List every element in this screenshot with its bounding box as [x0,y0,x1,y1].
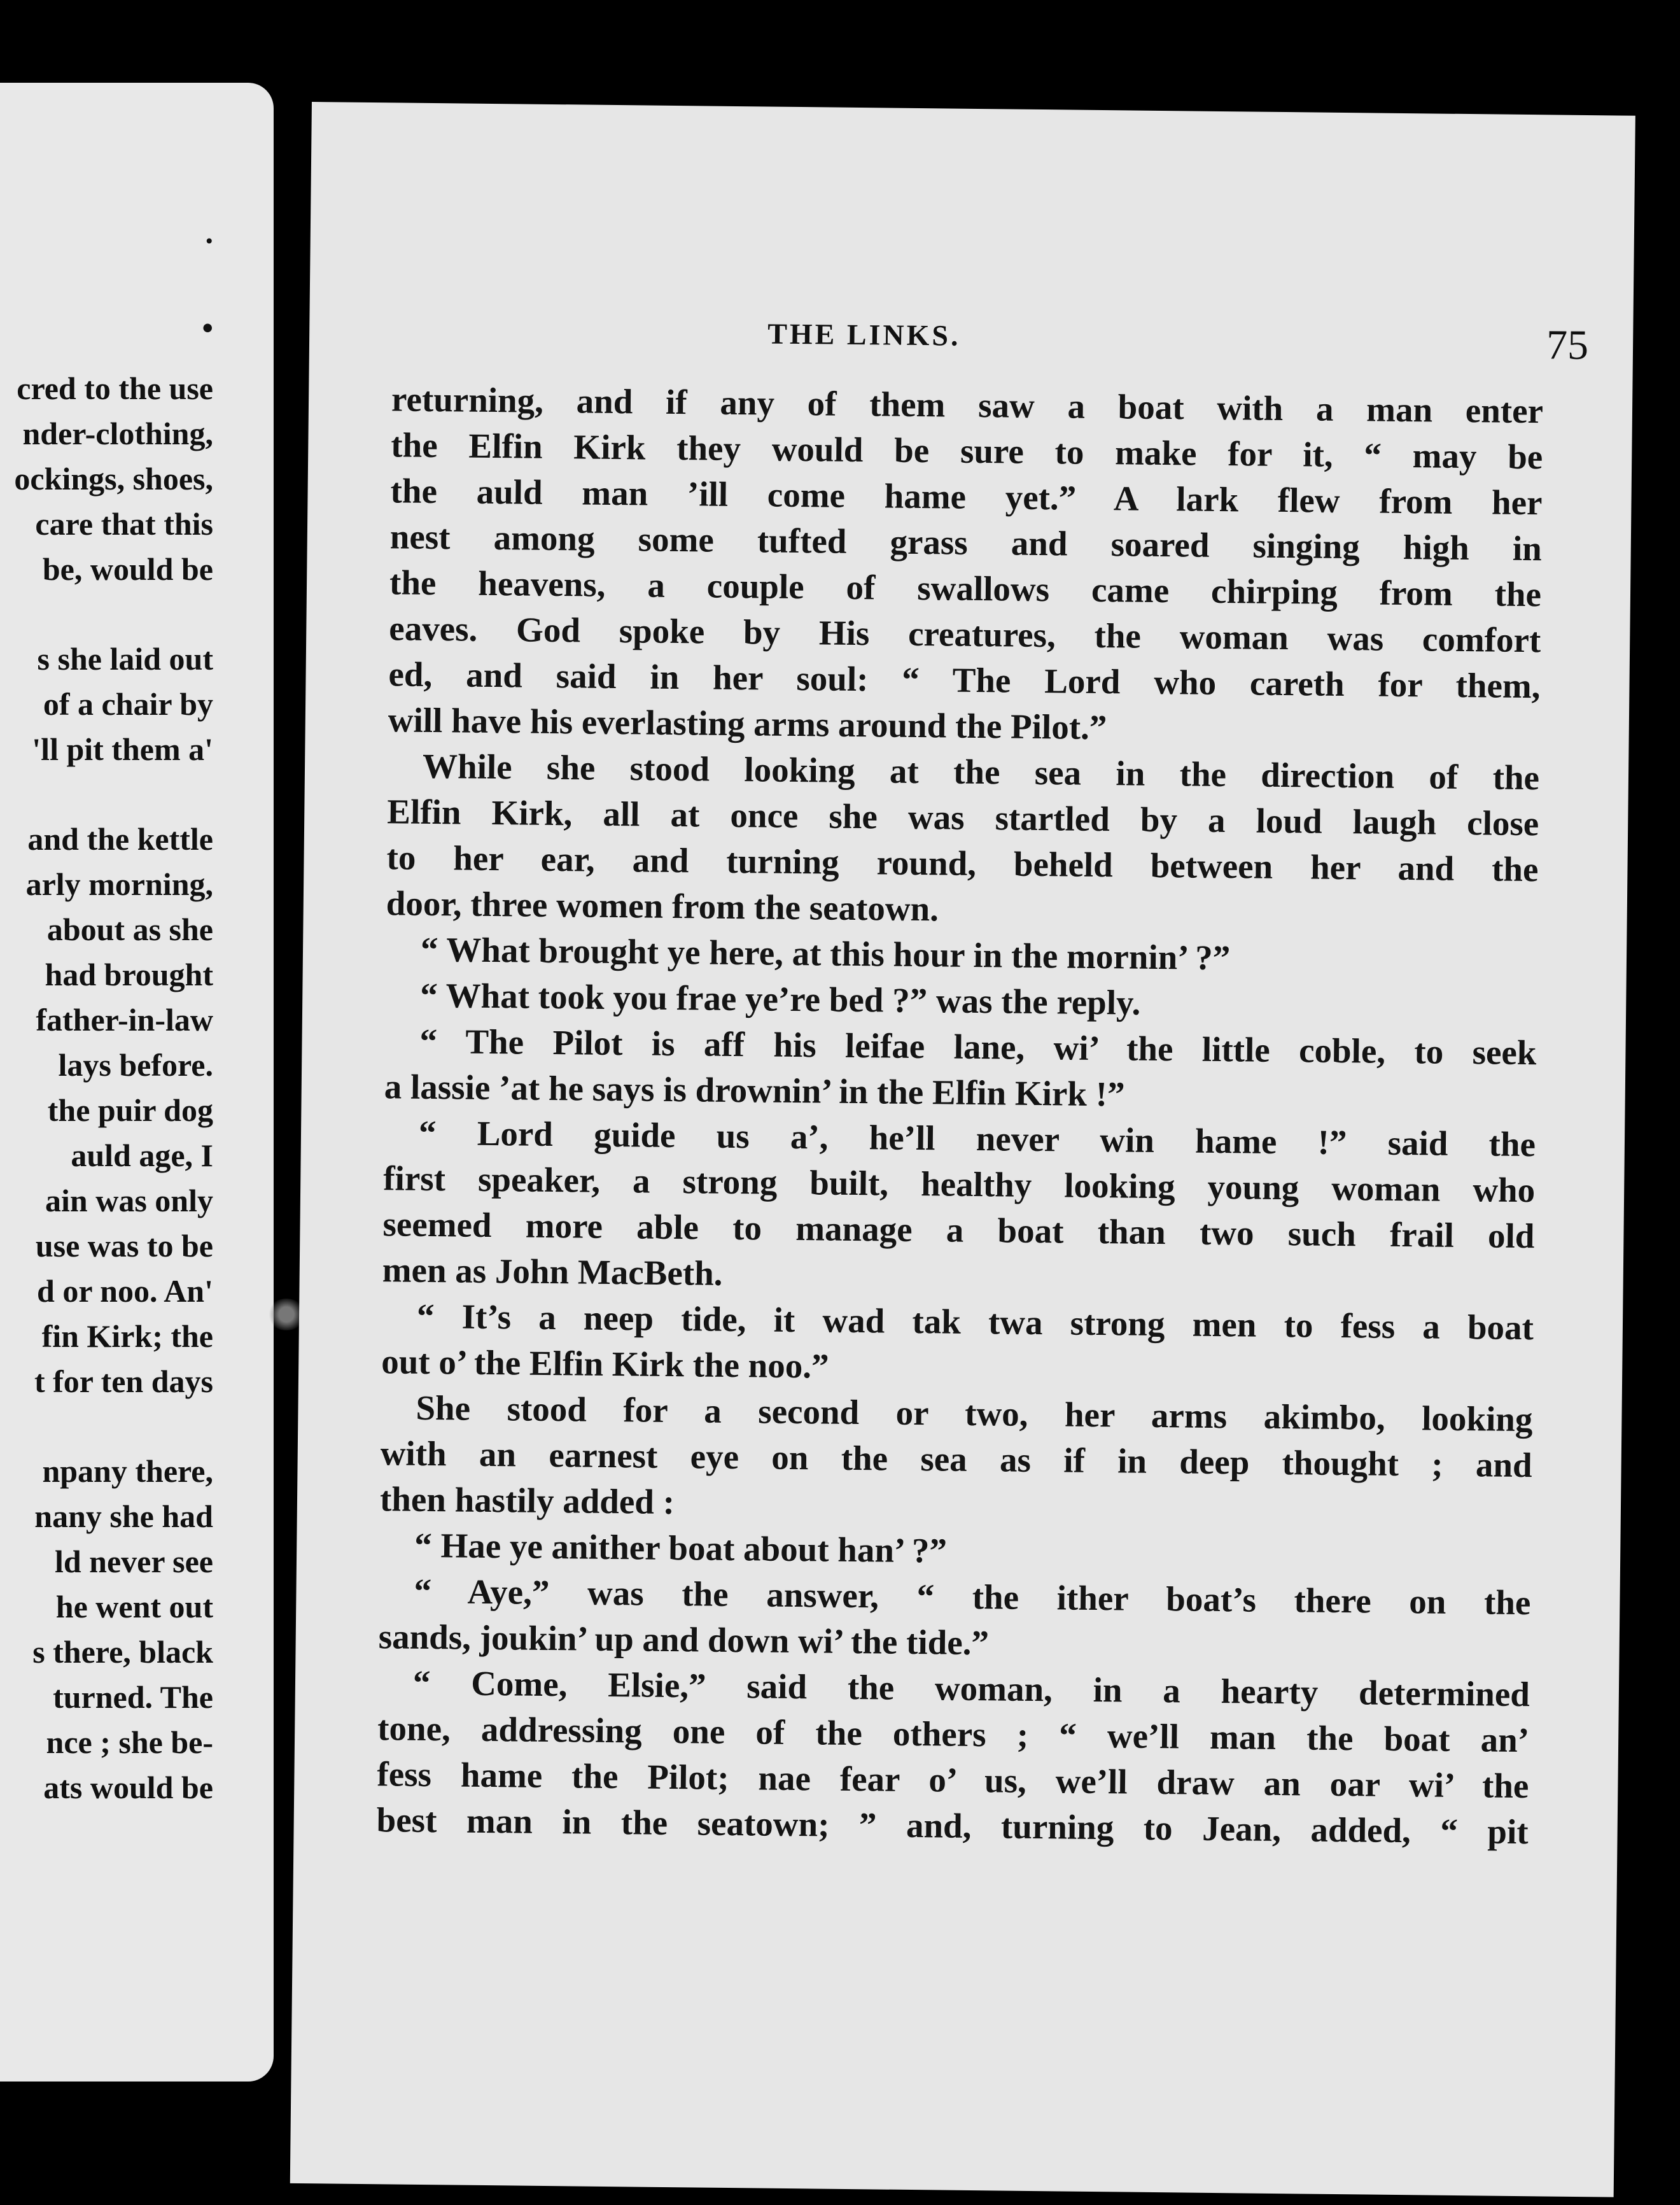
text-line: with an earnest eye on the sea as if in deep thought ; and [380,1434,1532,1485]
left-fragment: father-in-law [36,1002,213,1038]
left-fragment: s she laid out [37,641,213,677]
text-line: out o’ the Elfin Kirk the noo.” [381,1342,829,1386]
left-fragment: ain was only [45,1183,213,1218]
left-fragment: and the kettle [27,821,213,857]
left-fragment: care that this [35,506,213,542]
left-fragment: of a chair by [43,686,213,722]
text-line: the Elfin Kirk they would be sure to make for it, “ may be [391,425,1543,477]
text-line: door, three women from the seatown. [386,884,939,929]
left-fragment: cred to the use [17,370,213,406]
text-line: best man in the seatown; ” and, turning to Jean, added, “ pit [376,1800,1529,1852]
left-fragment: t for ten days [34,1363,213,1399]
text-line: to her ear, and turning round, beheld between her and the [386,838,1539,889]
left-fragment: lays before. [58,1047,213,1083]
text-line: “ Lord guide us a’, he’ll never win hame !” said the [418,1113,1536,1164]
left-fragment: the puir dog [47,1092,213,1128]
right-page [290,102,1635,2197]
left-fragment: use was to be [35,1228,213,1264]
text-line: While she stood looking at the sea in the direction of the [422,746,1540,798]
text-line: fess hame the Pilot; nae fear o’ us, we’ll draw an oar wi’ the [377,1754,1529,1806]
text-line: “ Hae ye anither boat about han’ ?” [414,1525,948,1570]
left-page [0,83,274,2082]
text-line: “ Aye,” was the answer, “ the ither boat’s there on the [414,1571,1531,1623]
text-line: “ Come, Elsie,” said the woman, in a hearty determined [412,1663,1530,1714]
left-fragment: . [205,215,213,250]
left-fragment: he went out [55,1589,213,1624]
text-line: then hastily added : [379,1479,675,1522]
text-line: will have his everlasting arms around the Pilot.” [388,700,1107,747]
text-line: a lassie ’at he says is drownin’ in the Elfin Kirk !” [384,1067,1125,1114]
left-fragment: 'll pit them a' [32,731,213,767]
left-fragment: npany there, [42,1453,213,1489]
left-fragment: auld age, I [71,1138,213,1173]
text-line: men as John MacBeth. [382,1250,723,1293]
left-fragment: ats would be [43,1770,213,1805]
left-fragment: s there, black [32,1634,213,1670]
body-text [376,376,1543,1855]
text-line: returning, and if any of them saw a boat with a man enter [391,379,1544,431]
left-fragment: ockings, shoes, [14,461,213,497]
text-line: ed, and said in her soul: “ The Lord who careth for them, [388,654,1541,706]
left-fragment: nce ; she be- [46,1724,213,1760]
left-fragment: arly morning, [25,866,213,902]
text-line: “ What brought ye here, at this hour in the mornin’ ?” [420,929,1231,978]
text-line: sands, joukin’ up and down wi’ the tide.” [378,1617,990,1663]
left-fragment: nany she had [34,1498,213,1534]
text-line: the auld man ’ill come hame yet.” A lark flew from her [390,471,1543,523]
left-fragment: turned. The [53,1679,213,1715]
text-line: first speaker, a strong built, healthy looking young woman who [382,1159,1536,1210]
page-number: 75 [1546,321,1589,369]
text-line: seemed more able to manage a boat than two such frail old [382,1204,1535,1256]
text-line: nest among some tufted grass and soared singing high in [389,517,1543,568]
left-fragment: nder-clothing, [22,416,213,451]
left-fragment: fin Kirk; the [41,1318,213,1354]
text-line: “ It’s a neep tide, it wad tak twa strong men to fess a boat [416,1296,1534,1348]
text-line: the heavens, a couple of swallows came chirping from the [389,563,1542,614]
text-line: “ What took you frae ye’re bed ?” was the reply. [419,975,1141,1022]
left-fragment: be, would be [42,551,213,587]
left-fragment: • [202,310,213,346]
left-fragment: d or noo. An' [37,1273,213,1309]
text-line: Elfin Kirk, all at once she was startled by a loud laugh close [387,792,1539,843]
running-title: THE LINKS. [767,317,961,352]
text-line: She stood for a second or two, her arms akimbo, looking [416,1388,1533,1439]
text-line: tone, addressing one of the others ; “ we’ll man the boat an’ [377,1708,1530,1760]
left-fragment: had brought [45,957,213,992]
left-fragment: about as she [46,912,213,947]
text-line: eaves. God spoke by His creatures, the woman was comfort [389,609,1541,660]
text-line: “ The Pilot is aff his leifae lane, wi’ the little coble, to seek [419,1021,1537,1073]
running-head [309,312,1634,377]
left-fragment: ld never see [54,1544,213,1579]
